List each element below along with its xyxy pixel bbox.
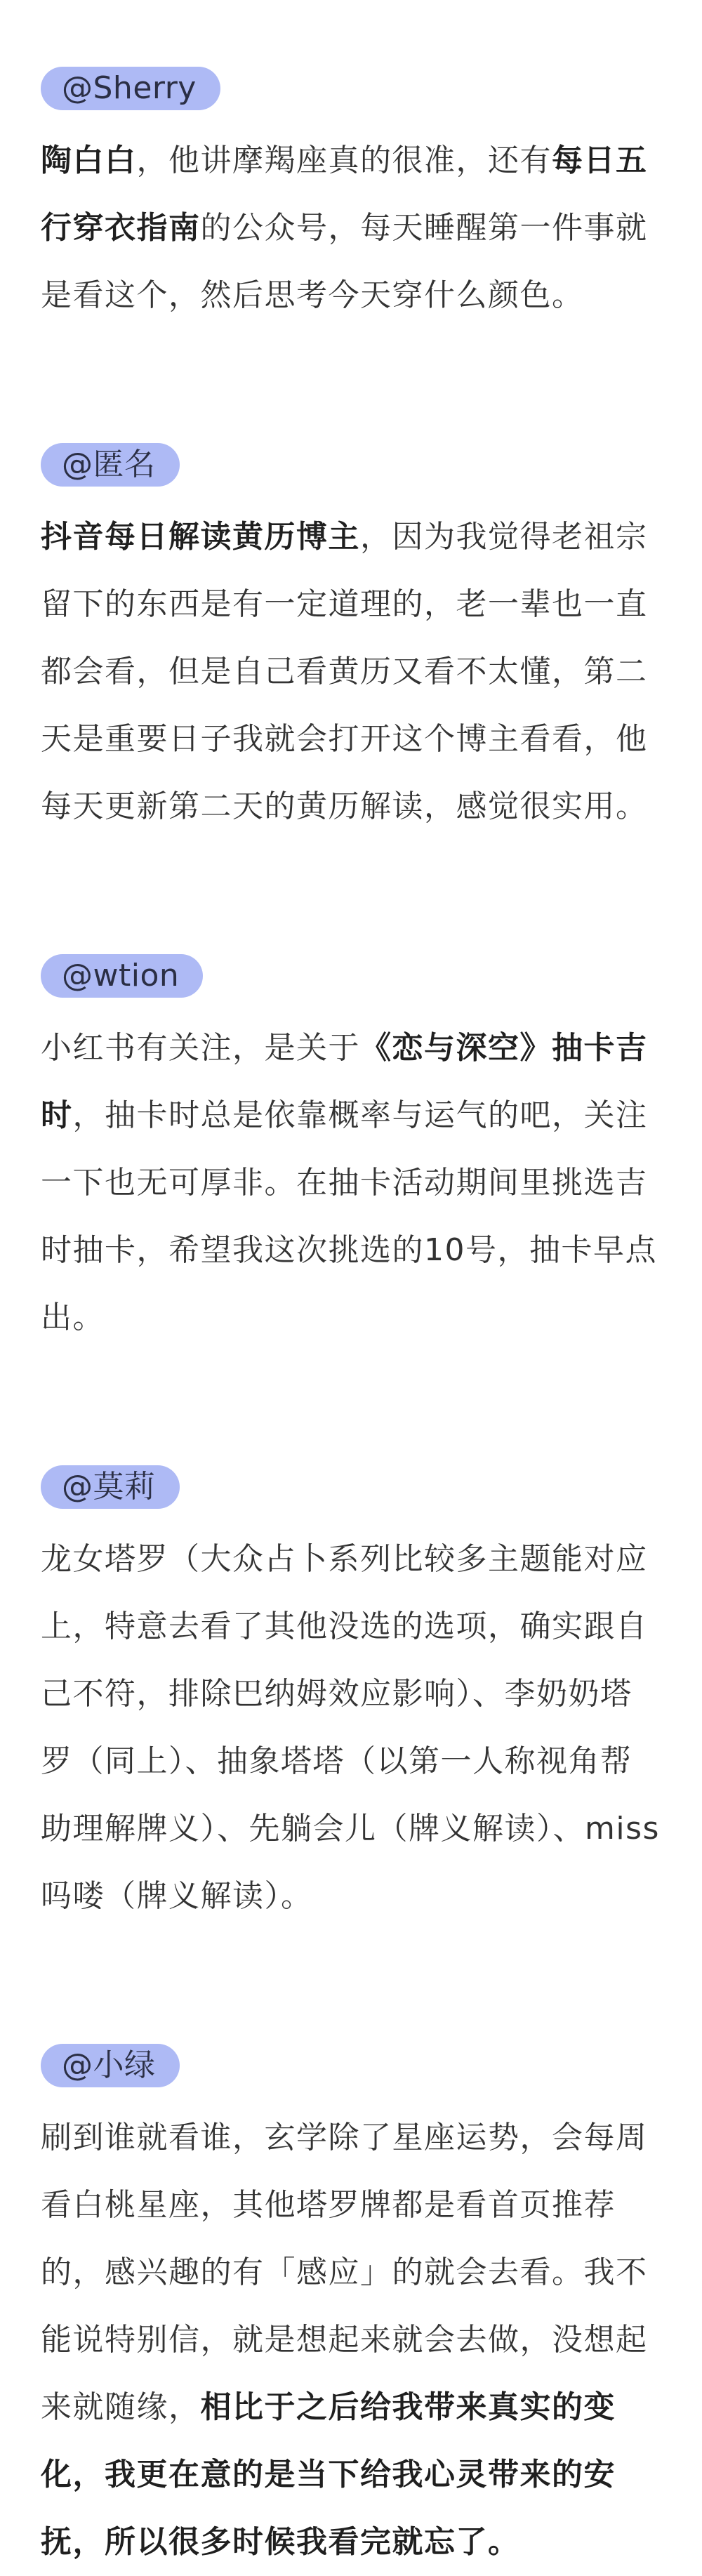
text-span: 小红书有关注，是关于 [41,1030,360,1066]
author-tag: @莫莉 [41,1465,180,1509]
bold-text: 相比于之后给我带来真实的变化，我更在意的是当下给我心灵带来的安抚，所以很多时候我看完就忘了。 [41,2389,616,2560]
text-span: 的公众号，每天睡醒第一件事就是看这个，然后思考今天穿什么颜色。 [41,210,648,313]
comment-block [41,954,661,1352]
comment-text [41,1526,661,1930]
comment-text [41,127,661,329]
bold-text: 抖音每日解读黄历博主 [41,519,360,555]
author-tag: @Sherry [41,67,220,110]
text-span: ，抽卡时总是依靠概率与运气的吧，关注一下也无可厚非。在抽卡活动期间里挑选吉时抽卡，希望我这次挑选的10号，抽卡早点出。 [41,1097,657,1335]
comment-text [41,1015,661,1352]
comment-block [41,67,661,329]
text-span: ，因为我觉得老祖宗留下的东西是有一定道理的，老一辈也一直都会看，但是自己看黄历又看不太懂，第二天是重要日子我就会打开这个博主看看，他每天更新第二天的黄历解读，感觉很实用。 [41,519,648,824]
author-tag: @wtion [41,954,203,998]
comment-text [41,503,661,840]
text-span: 刷到谁就看谁，玄学除了星座运势，会每周看白桃星座，其他塔罗牌都是看首页推荐的，感兴趣的有「感应」的就会去看。我不能说特别信，就是想起来就会去做，没想起来就随缘， [41,2120,648,2425]
text-span: ，他讲摩羯座真的很准，还有 [136,143,552,178]
bold-text: 《恋与深空》抽卡吉时 [41,1030,648,1133]
comment-block [41,2044,661,2576]
comment-block [41,443,661,840]
comment-text [41,2104,661,2576]
comment-block [41,1465,661,1930]
bold-text: 陶白白 [41,143,137,178]
bold-text: 每日五行穿衣指南 [41,143,648,246]
author-tag: @小绿 [41,2044,180,2087]
text-span: 龙女塔罗（大众占卜系列比较多主题能对应上，特意去看了其他没选的选项，确实跟自己不符，排除巴纳姆效应影响）、李奶奶塔罗（同上）、抽象塔塔（以第一人称视角帮助理解牌义）、先躺会儿（牌义解读）、miss吗喽（牌义解读）。 [41,1541,660,1914]
author-tag: @匿名 [41,443,180,487]
